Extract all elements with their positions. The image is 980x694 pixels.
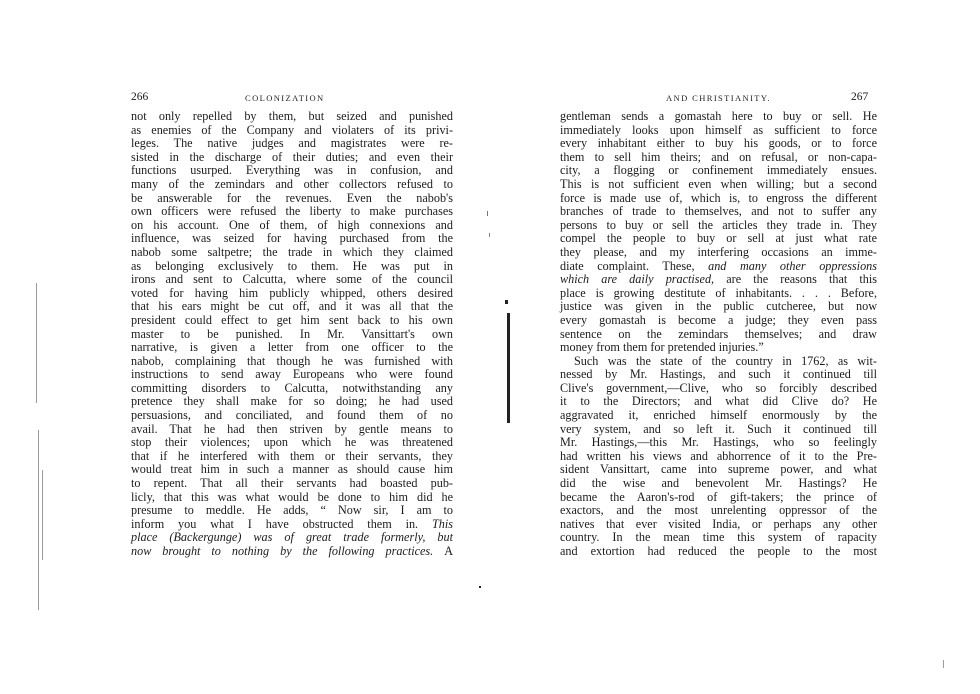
text-line: Such was the state of the country in 1762, as wit- xyxy=(574,353,877,368)
gutter-mark-dot xyxy=(487,211,488,216)
text-line: natives that ever visited India, or perhaps any other xyxy=(560,516,877,531)
text-line: them to sell him theirs; and on refusal, or non-capa- xyxy=(560,149,877,164)
italic-text: place (Backergunge) was of great trade formerly, but xyxy=(131,530,453,545)
text-line: narrative, is given a letter from one officer to the xyxy=(131,340,453,355)
text-line: city, a flogging or confinement immediately ensues. xyxy=(560,163,877,178)
right-running-head: AND CHRISTIANITY. xyxy=(666,93,771,103)
text-line: inform you what I have obstructed them in. This xyxy=(131,516,453,531)
text-line: that his ears might be cut off, and it was all that the xyxy=(131,299,453,314)
text-line: had written his views and abhorrence of it to the Pre- xyxy=(560,448,877,463)
text-line: influence, was seized for having purchased from the xyxy=(131,231,453,246)
text-line: it to the Directors; and what did Clive do? He xyxy=(560,394,877,409)
gutter-mark-dot xyxy=(489,233,490,237)
text-line: persons to buy or sell the articles they trade in. They xyxy=(560,217,877,232)
text-line: gentleman sends a gomastah here to buy or sell. He xyxy=(560,109,877,123)
text-line: Clive's government,—Clive, who so forcibly described xyxy=(560,380,877,395)
text-line: place is growing destitute of inhabitants. . . . Before, xyxy=(560,285,877,300)
text-line: as belonging exclusively to them. He was put in xyxy=(131,258,453,273)
text-line: as enemies of the Company and violaters of its privi- xyxy=(131,122,453,137)
text-line: voted for having him publicly whipped, others desired xyxy=(131,285,453,300)
text-line: exactors, and the most unrelenting oppressor of the xyxy=(560,503,877,518)
text-line: instructions to send away Europeans who were found xyxy=(131,367,453,382)
text-line: sentence on the zemindars themselves; and draw xyxy=(560,326,877,341)
text-line: committing disorders to Calcutta, notwithstanding any xyxy=(131,380,453,395)
text-line: aggravated it, enriched himself enormously by the xyxy=(560,408,877,423)
gutter-shadow xyxy=(507,313,510,423)
text-segment: diate complaint. These, xyxy=(560,258,695,273)
text-line: every gomastah is become a judge; they even pass xyxy=(560,312,877,327)
text-line: own officers were refused the liberty to make purchases xyxy=(131,204,453,219)
text-line: president could effect to get him sent back to his own xyxy=(131,312,453,327)
text-line: many of the zemindars and other collectors refused to xyxy=(131,176,453,191)
text-line xyxy=(560,260,877,274)
text-line: Mr. Hastings,—this Mr. Hastings, who so feelingly xyxy=(560,435,877,450)
text-line: sident Vansittart, came into supreme power, and what xyxy=(560,462,877,477)
text-line: pretence they shall make for so doing; he had used xyxy=(131,394,453,409)
text-line: functions usurped. Everything was in confusion, and xyxy=(131,163,453,178)
text-line: immediately looks upon himself as sufficient to force xyxy=(560,122,877,137)
text-line: money from them for pretended injuries.” xyxy=(560,340,764,355)
text-line: would treat him in such a manner as should cause him xyxy=(131,462,453,477)
text-line xyxy=(131,531,453,545)
text-line: nabob, complaining that though he was furnished with xyxy=(131,353,453,368)
text-segment: are the reasons that this xyxy=(726,272,878,287)
text-line: country. In the mean time this system of rapacity xyxy=(560,530,877,545)
text-line: that if he interfered with them or their servants, they xyxy=(131,448,453,463)
text-line: presume to meddle. He adds, “ Now sir, I am to xyxy=(131,503,453,518)
text-line: force is made use of, which is, to engross the different xyxy=(560,190,877,205)
text-line: licly, that this was what would be done to him did he xyxy=(131,489,453,504)
text-line: they please, and my interfering occasions an imme- xyxy=(560,244,877,259)
right-page-number: 267 xyxy=(851,91,869,103)
right-page-body xyxy=(560,110,877,559)
gutter-mark-dot xyxy=(505,300,508,304)
italic-text: and many other oppressions xyxy=(708,258,877,273)
text-line xyxy=(560,273,877,287)
text-line xyxy=(131,545,453,559)
text-line: be answerable for the revenues. Even the nabob's xyxy=(131,190,453,205)
text-line: compel the people to buy or sell at just what rate xyxy=(560,231,877,246)
text-line: leges. The native judges and magistrates were re- xyxy=(131,136,453,151)
text-line: persuasions, and conciliated, and found them of no xyxy=(131,408,453,423)
right-page xyxy=(490,0,980,694)
text-line: master to be punished. In Mr. Vansittart's own xyxy=(131,326,453,341)
left-page-body xyxy=(131,110,453,559)
gutter-mark-dot xyxy=(479,586,481,588)
text-line: branches of trade to themselves, and not to suffer any xyxy=(560,204,877,219)
text-line: did the wise and benevolent Mr. Hastings? He xyxy=(560,476,877,491)
page-edge-line xyxy=(38,430,39,610)
italic-text: now brought to nothing by the following practices. xyxy=(131,544,434,558)
text-line: not only repelled by them, but seized and punished xyxy=(131,109,453,123)
text-line: sisted in the discharge of their duties; and even their xyxy=(131,149,453,164)
italic-text: which are daily practised, xyxy=(560,272,715,287)
text-line: avail. That he had then striven by gentle means to xyxy=(131,421,453,436)
text-line: irons and sent to Calcutta, where some of the council xyxy=(131,272,453,287)
text-line: and extortion had reduced the people to the most xyxy=(560,544,877,558)
text-line: This is not sufficient even when willing; but a second xyxy=(560,176,877,191)
text-line: nabob some saltpetre; the trade in which they claimed xyxy=(131,244,453,259)
text-line: very system, and so left it. Such it continued till xyxy=(560,421,877,436)
text-line: stop their violences; upon which he was threatened xyxy=(131,435,453,450)
text-line: became the Aaron's-rod of gift-takers; the prince of xyxy=(560,489,877,504)
text-line: every inhabitant either to buy his goods, or to force xyxy=(560,136,877,151)
left-page-number: 266 xyxy=(131,91,149,103)
page-edge-line xyxy=(36,283,37,403)
text-line: nessed by Mr. Hastings, and such it continued till xyxy=(560,367,877,382)
italic-text: This xyxy=(431,516,453,531)
text-line: justice was given in the public cutcheree, but now xyxy=(560,299,877,314)
text-line: to repent. That all their servants had boasted pub- xyxy=(131,476,453,491)
final-word: A xyxy=(444,544,454,558)
page-edge-line xyxy=(943,660,944,668)
page-edge-line xyxy=(42,470,43,560)
left-running-head: COLONIZATION xyxy=(245,93,325,103)
text-line: on his account. One of them, of high connexions and xyxy=(131,217,453,232)
